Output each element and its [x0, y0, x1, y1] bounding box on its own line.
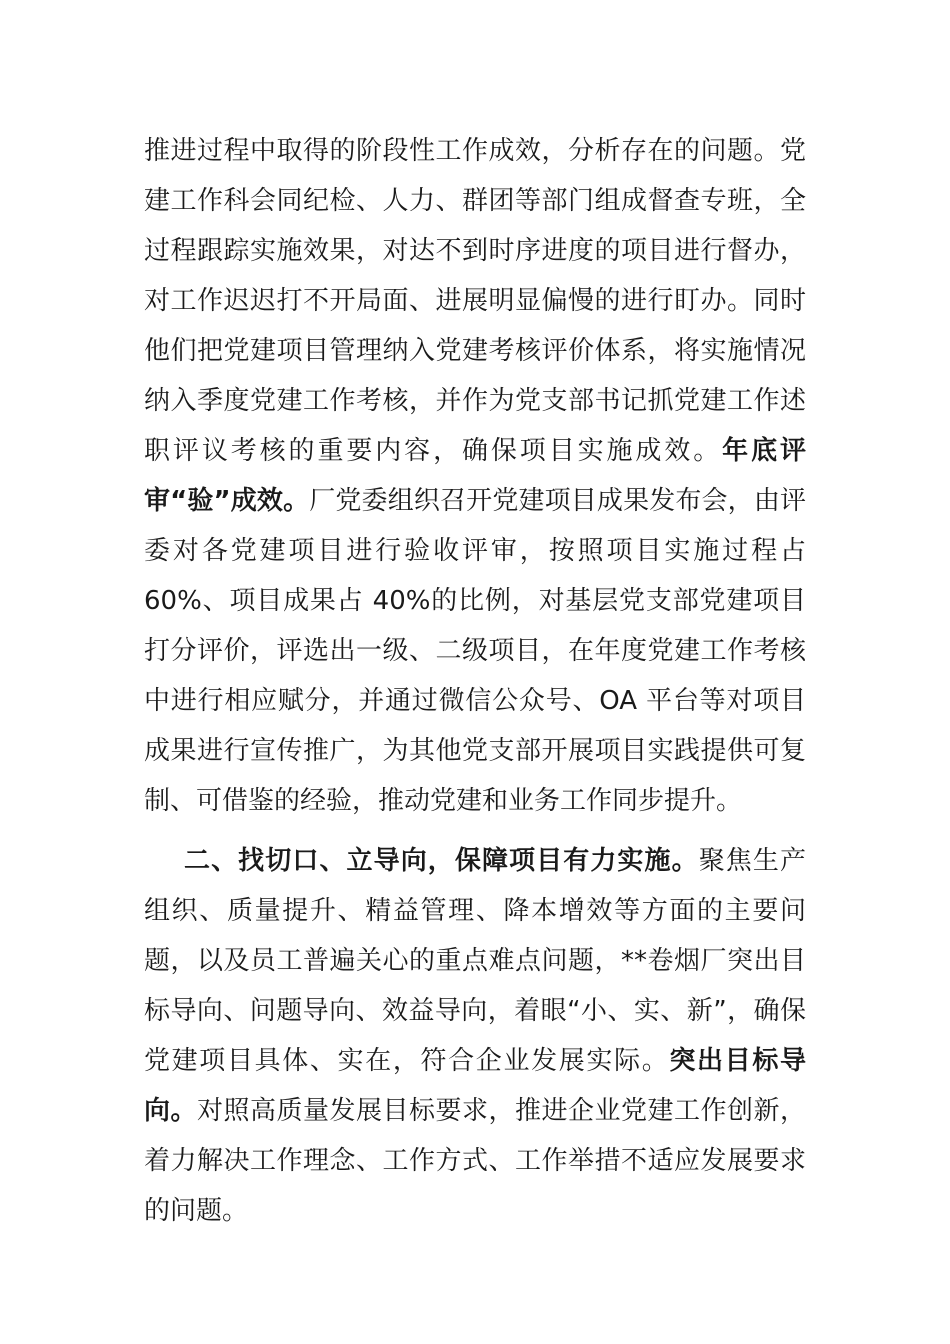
paragraph-1-bold-heading: 年底评审“验”成效。 [144, 436, 806, 516]
paragraph-2-bold-heading: 二、找切口、立导向，保障项目有力实施。 [184, 846, 699, 876]
document-body [144, 126, 806, 1236]
paragraph-1 [144, 126, 806, 826]
paragraph-2 [144, 836, 806, 1236]
paragraph-1-text-2: 厂党委组织召开党建项目成果发布会，由评委对各党建项目进行验收评审，按照项目实施过程占 60%、项目成果占 40%的比例，对基层党支部党建项目打分评价，评选出一级、二级项目，在年度党建工作考核中进行相应赋分，并通过微信公众号、OA 平台等对项目成果进行宣传推广，为其他党支部开展项目实践提供可复制、可借鉴的经验，推动党建和业务工作同步提升。 [144, 486, 806, 816]
paragraph-2-text-1: 聚焦生产组织、质量提升、精益管理、降本增效等方面的主要问题，以及员工普遍关心的重点难点问题，**卷烟厂突出目标导向、问题导向、效益导向，着眼“小、实、新”，确保党建项目具体、实在，符合企业发展实际。 [144, 846, 806, 1076]
paragraph-2-bold-subheading: 突出目标导向。 [144, 1046, 806, 1126]
paragraph-2-text-2: 对照高质量发展目标要求，推进企业党建工作创新，着力解决工作理念、工作方式、工作举措不适应发展要求的问题。 [144, 1096, 806, 1226]
paragraph-1-text-1: 推进过程中取得的阶段性工作成效，分析存在的问题。党建工作科会同纪检、人力、群团等部门组成督查专班，全过程跟踪实施效果，对达不到时序进度的项目进行督办，对工作迟迟打不开局面、进展明显偏慢的进行盯办。同时他们把党建项目管理纳入党建考核评价体系，将实施情况纳入季度党建工作考核，并作为党支部书记抓党建工作述职评议考核的重要内容，确保项目实施成效。 [144, 136, 806, 466]
